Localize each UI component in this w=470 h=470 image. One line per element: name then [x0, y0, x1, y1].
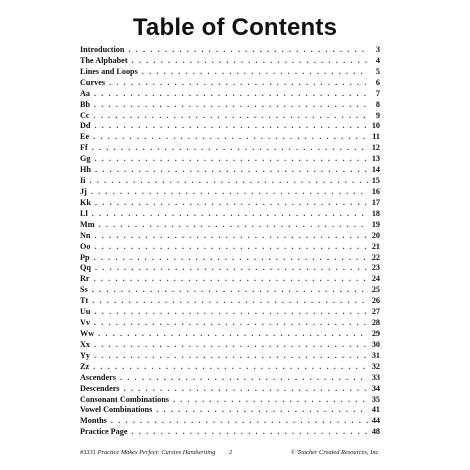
- toc-entry: [80, 220, 380, 231]
- toc-dot-leader: [109, 78, 368, 89]
- toc-entry: [80, 285, 380, 296]
- toc-dot-leader: [95, 263, 368, 274]
- toc-entry-page: 34: [371, 383, 380, 393]
- toc-dot-leader: [120, 373, 368, 384]
- toc-dot-leader: [94, 242, 368, 253]
- toc-entry-page: 18: [371, 208, 380, 218]
- toc-entry-label: Uu: [80, 307, 91, 317]
- toc-entry: [80, 242, 380, 253]
- toc-entry-page: 8: [375, 99, 380, 109]
- toc-entry: [80, 405, 380, 416]
- page-footer: [80, 447, 380, 459]
- toc-dot-leader: [94, 253, 368, 264]
- toc-dot-leader: [132, 427, 368, 438]
- toc-entry: [80, 231, 380, 242]
- toc-entry-page: 7: [375, 88, 380, 98]
- toc-dot-leader: [94, 318, 368, 329]
- toc-dot-leader: [94, 121, 368, 132]
- toc-entry-label: Introduction: [80, 45, 125, 54]
- toc-entry-label: Yy: [80, 350, 91, 360]
- toc-entry-label: Bb: [80, 99, 91, 109]
- toc-entry-label: Pp: [80, 252, 90, 262]
- toc-entry-label: Rr: [80, 274, 90, 284]
- toc-entry: [80, 78, 380, 89]
- toc-entry-page: 41: [371, 405, 380, 415]
- toc-entry-label: Consonant Combinations: [80, 394, 169, 404]
- toc-entry-page: 25: [371, 285, 380, 295]
- toc-entry-label: Ll: [80, 208, 88, 218]
- toc-entry-page: 17: [371, 197, 380, 207]
- toc-entry: [80, 307, 380, 318]
- toc-dot-leader: [94, 100, 368, 111]
- toc-entry-label: Vowel Combinations: [80, 405, 153, 415]
- toc-entry-label: Months: [80, 416, 107, 426]
- toc-entry-page: 9: [375, 110, 380, 120]
- toc-entry-page: 5: [375, 66, 380, 76]
- toc-dot-leader: [94, 89, 368, 100]
- toc-entry-page: 15: [371, 176, 380, 186]
- toc-entry-label: Vv: [80, 318, 91, 328]
- toc-entry: [80, 416, 380, 427]
- toc-entry-page: 32: [371, 361, 380, 371]
- toc-entry-page: 13: [371, 154, 380, 164]
- toc-entry: [80, 187, 380, 198]
- toc-entry: [80, 296, 380, 307]
- toc-entry-label: Ww: [80, 328, 95, 338]
- toc-dot-leader: [91, 187, 368, 198]
- toc-entry: [80, 154, 380, 165]
- toc-entry: [80, 176, 380, 187]
- toc-entry-label: Cc: [80, 110, 90, 120]
- toc-entry-page: 19: [371, 219, 380, 229]
- toc-dot-leader: [98, 329, 368, 340]
- toc-entry: [80, 121, 380, 132]
- toc-entry: [80, 132, 380, 143]
- toc-entry-label: Zz: [80, 361, 90, 371]
- toc-dot-leader: [89, 176, 368, 187]
- toc-entry: [80, 340, 380, 351]
- toc-entry: [80, 351, 380, 362]
- toc-entry: [80, 329, 380, 340]
- toc-entry-label: Oo: [80, 241, 91, 251]
- toc-entry: [80, 67, 380, 78]
- toc-entry: [80, 373, 380, 384]
- toc-entry-label: Practice Page: [80, 427, 128, 437]
- toc-entry-label: Xx: [80, 339, 91, 349]
- toc-entry: [80, 89, 380, 100]
- footer-copyright: © Teacher Created Resources, Inc.: [290, 449, 380, 456]
- toc-entry-page: 23: [371, 263, 380, 273]
- toc-dot-leader: [94, 274, 368, 285]
- toc-dot-leader: [94, 111, 368, 122]
- toc-dot-leader: [132, 56, 368, 67]
- toc-entry: [80, 318, 380, 329]
- toc-entry-page: 22: [371, 252, 380, 262]
- toc-dot-leader: [93, 132, 368, 143]
- toc-entry-label: Kk: [80, 197, 91, 207]
- toc-entry-label: Hh: [80, 165, 91, 175]
- toc-entry: [80, 100, 380, 111]
- toc-entry: [80, 56, 380, 67]
- toc-entry-page: 10: [371, 121, 380, 131]
- toc-entry: [80, 143, 380, 154]
- toc-dot-leader: [95, 198, 368, 209]
- toc-entry-page: 26: [371, 296, 380, 306]
- toc-dot-leader: [92, 143, 368, 154]
- toc-dot-leader: [173, 395, 368, 406]
- toc-entry: [80, 253, 380, 264]
- toc-entry-label: Dd: [80, 121, 91, 131]
- toc-dot-leader: [94, 307, 368, 318]
- toc-entry-page: 48: [371, 427, 380, 437]
- toc-entry: [80, 209, 380, 220]
- toc-dot-leader: [95, 165, 368, 176]
- toc-entry-page: 21: [371, 241, 380, 251]
- toc-entry-label: Mm: [80, 219, 95, 229]
- toc-entry-label: Ii: [80, 176, 86, 186]
- toc-entry-label: Ff: [80, 143, 88, 153]
- toc-entry-page: 4: [375, 55, 380, 65]
- toc-entry-page: 29: [371, 328, 380, 338]
- toc-entry: [80, 362, 380, 373]
- toc-entry: [80, 165, 380, 176]
- toc-entry: [80, 198, 380, 209]
- toc-entry-label: Tt: [80, 296, 89, 306]
- toc-entry-label: Lines and Loops: [80, 66, 138, 76]
- toc-dot-leader: [92, 296, 368, 307]
- table-of-contents: [80, 45, 380, 438]
- toc-entry: [80, 384, 380, 395]
- toc-entry-page: 30: [371, 339, 380, 349]
- toc-dot-leader: [128, 45, 368, 56]
- toc-dot-leader: [111, 416, 368, 427]
- toc-entry-page: 6: [375, 77, 380, 87]
- toc-dot-leader: [99, 220, 368, 231]
- toc-entry-label: Qq: [80, 263, 91, 273]
- toc-dot-leader: [94, 231, 368, 242]
- toc-entry-page: 28: [371, 318, 380, 328]
- toc-dot-leader: [93, 362, 368, 373]
- toc-dot-leader: [92, 209, 368, 220]
- toc-dot-leader: [124, 384, 368, 395]
- toc-dot-leader: [142, 67, 368, 78]
- footer-book-title: #3331 Practice Makes Perfect: Cursive Handwriting: [80, 449, 216, 456]
- toc-dot-leader: [156, 405, 368, 416]
- toc-entry-page: 33: [371, 372, 380, 382]
- toc-entry-label: The Alphabet: [80, 55, 128, 65]
- toc-entry-label: Ss: [80, 285, 88, 295]
- toc-entry-label: Descenders: [80, 383, 120, 393]
- toc-dot-leader: [94, 340, 368, 351]
- footer-page-number: 2: [229, 449, 233, 456]
- toc-dot-leader: [94, 154, 368, 165]
- page-title: Table of Contents: [132, 14, 338, 41]
- toc-entry-page: 3: [375, 45, 380, 54]
- toc-entry-page: 24: [371, 274, 380, 284]
- toc-entry-label: Gg: [80, 154, 91, 164]
- toc-dot-leader: [92, 285, 368, 296]
- toc-entry: [80, 395, 380, 406]
- toc-entry-page: 27: [371, 307, 380, 317]
- toc-entry-page: 16: [371, 186, 380, 196]
- toc-entry-label: Aa: [80, 88, 91, 98]
- toc-entry: [80, 427, 380, 438]
- toc-entry-page: 31: [371, 350, 380, 360]
- toc-dot-leader: [94, 351, 368, 362]
- toc-entry-page: 44: [371, 416, 380, 426]
- toc-entry-label: Ascenders: [80, 372, 116, 382]
- toc-entry-page: 12: [371, 143, 380, 153]
- toc-entry-page: 20: [371, 230, 380, 240]
- toc-entry-page: 11: [372, 132, 380, 142]
- toc-entry: [80, 274, 380, 285]
- toc-entry-page: 35: [371, 394, 380, 404]
- toc-entry-label: Nn: [80, 230, 91, 240]
- toc-entry-label: Jj: [80, 186, 87, 196]
- toc-entry: [80, 263, 380, 274]
- toc-entry: [80, 45, 380, 56]
- toc-entry-label: Curves: [80, 77, 106, 87]
- toc-entry-page: 14: [371, 165, 380, 175]
- toc-entry-label: Ee: [80, 132, 90, 142]
- toc-entry: [80, 111, 380, 122]
